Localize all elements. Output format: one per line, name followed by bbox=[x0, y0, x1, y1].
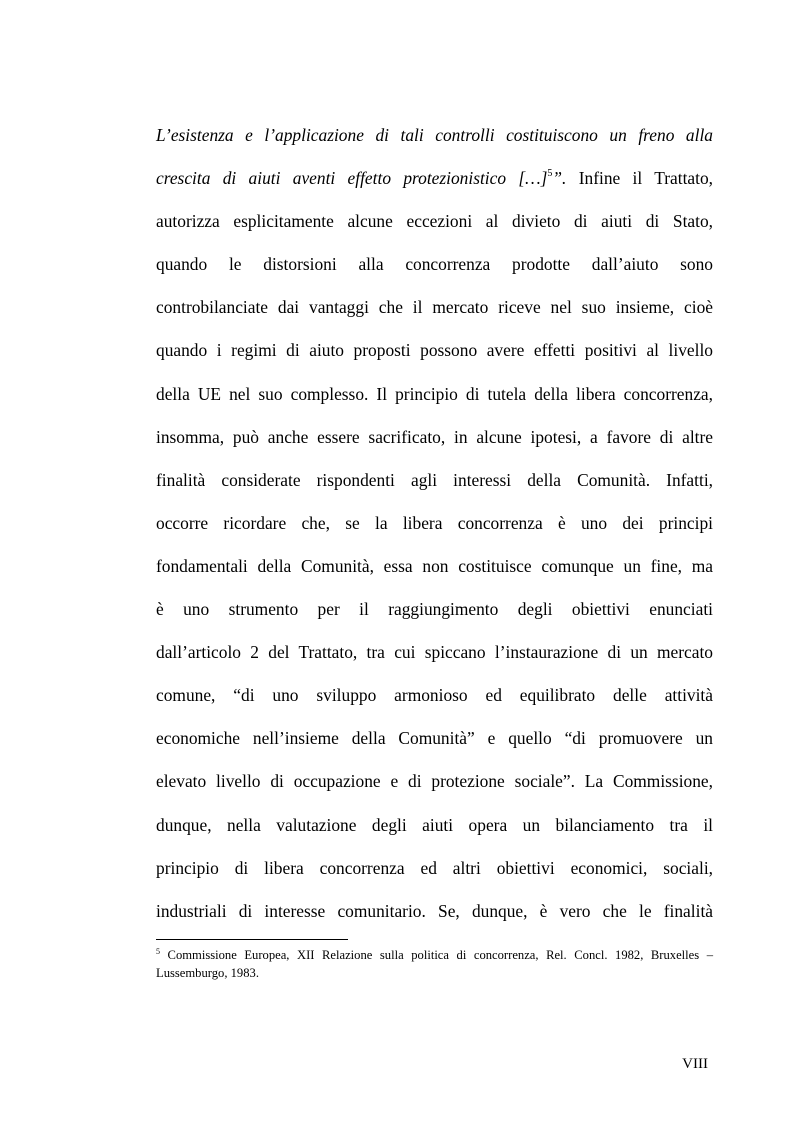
quoted-text: L’esistenza e l’applicazione di tali controlli costituiscono un freno alla bbox=[156, 125, 713, 145]
page-number: VIII bbox=[682, 1056, 708, 1072]
text-line bbox=[156, 286, 713, 329]
text-line bbox=[156, 373, 713, 416]
text-line bbox=[156, 157, 713, 200]
line-text: quando i regimi di aiuto proposti possono avere effetti positivi al livello bbox=[156, 340, 713, 361]
text-line bbox=[156, 114, 713, 157]
footnote-line bbox=[156, 947, 713, 965]
quoted-text: crescita di aiuti aventi effetto protezionistico […] bbox=[156, 168, 548, 189]
line-text: della UE nel suo complesso. Il principio di tutela della libera concorrenza, bbox=[156, 383, 713, 404]
line-text: finalità considerate rispondenti agli interessi della Comunità. Infatti, bbox=[156, 469, 713, 490]
text-line bbox=[156, 200, 713, 243]
footnote-line bbox=[156, 965, 713, 982]
line-text: principio di libera concorrenza ed altri obiettivi economici, sociali, bbox=[156, 857, 713, 878]
text-line bbox=[156, 329, 713, 372]
text-line bbox=[156, 847, 713, 890]
footnote-separator bbox=[156, 939, 348, 940]
text-line bbox=[156, 545, 713, 588]
text-line bbox=[156, 502, 713, 545]
text-line bbox=[156, 631, 713, 674]
footnote-text: Lussemburgo, 1983. bbox=[156, 966, 259, 980]
line-text: dunque, nella valutazione degli aiuti opera un bilanciamento tra il bbox=[156, 814, 713, 835]
text-line bbox=[156, 588, 713, 631]
line-text: comune, “di uno sviluppo armonioso ed equilibrato delle attività bbox=[156, 685, 713, 706]
footnote-reference: 5 bbox=[547, 168, 553, 180]
text-line bbox=[156, 243, 713, 286]
text-line bbox=[156, 890, 713, 933]
quote-close: ”. bbox=[552, 168, 567, 189]
line-text: industriali di interesse comunitario. Se, dunque, è vero che le finalità bbox=[156, 900, 713, 921]
line-text: economiche nell’insieme della Comunità” e quello “di promuovere un bbox=[156, 728, 713, 749]
footnote-text: Commissione Europea, XII Relazione sulla politica di concorrenza, Rel. Concl. 1982, Bruxelles – bbox=[160, 948, 713, 962]
footnote bbox=[156, 947, 713, 982]
line-text: insomma, può anche essere sacrificato, in alcune ipotesi, a favore di altre bbox=[156, 426, 713, 447]
text-line bbox=[156, 674, 713, 717]
line-text: dall’articolo 2 del Trattato, tra cui spiccano l’instaurazione di un mercato bbox=[156, 642, 713, 663]
text-line bbox=[156, 717, 713, 760]
line-text: fondamentali della Comunità, essa non costituisce comunque un fine, ma bbox=[156, 555, 713, 576]
line-text: occorre ricordare che, se la libera concorrenza è uno dei principi bbox=[156, 512, 713, 533]
line-text: autorizza esplicitamente alcune eccezioni al divieto di aiuti di Stato, bbox=[156, 211, 713, 232]
line-text: Infine il Trattato, bbox=[566, 168, 713, 189]
body-paragraph bbox=[156, 114, 713, 933]
text-line bbox=[156, 760, 713, 803]
text-line bbox=[156, 459, 713, 502]
line-text: quando le distorsioni alla concorrenza prodotte dall’aiuto sono bbox=[156, 254, 713, 275]
text-line bbox=[156, 804, 713, 847]
line-text: elevato livello di occupazione e di protezione sociale”. La Commissione, bbox=[156, 771, 713, 792]
line-text: è uno strumento per il raggiungimento degli obiettivi enunciati bbox=[156, 599, 713, 620]
line-text: controbilanciate dai vantaggi che il mercato riceve nel suo insieme, cioè bbox=[156, 297, 713, 318]
text-line bbox=[156, 416, 713, 459]
footnote-marker: 5 bbox=[156, 947, 160, 956]
